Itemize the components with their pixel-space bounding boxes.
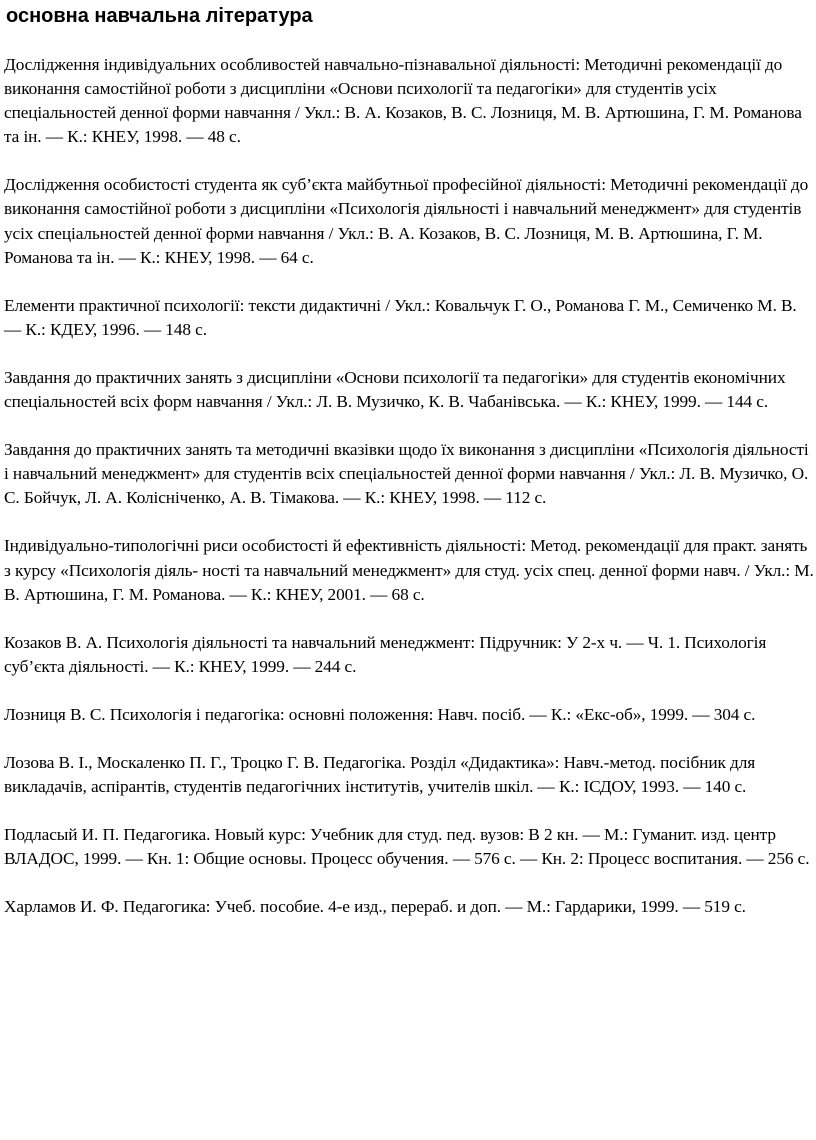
bibliography-entry: Індивідуально-типологічні риси особистості й ефективність діяльності: Метод. рекомендації для практ. занять з курсу «Психологія діяль- ності та навчальний менеджмент» для студ. усіх спец. денної форми навч. / Укл.: М. В. Артюшина, Г. М. Романова. — К.: КНЕУ, 2001. — 68 с.	[4, 536, 814, 604]
bibliography-list	[4, 53, 816, 919]
bibliography-entry: Завдання до практичних занять з дисципліни «Основи психології та педагогіки» для студентів економічних спеціальностей всіх форм навчання / Укл.: Л. В. Музичко, К. В. Чабанівська. — К.: КНЕУ, 1999. — 144 с.	[4, 367, 786, 412]
bibliography-entry: Завдання до практичних занять та методичні вказівки щодо їх виконання з дисципліни «Психологія діяльності і навчальний менеджмент» для студентів всіх спеціальностей денної форми навчання / Укл.: Л. В. Музичко, О. С. Бойчук, Л. А. Колісніченко, А. В. Тімакова. — К.: КНЕУ, 1998. — 112 с.	[4, 440, 809, 508]
bibliography-entry: Козаков В. А. Психологія діяльності та навчальний менеджмент: Підручник: У 2-х ч. — Ч. 1. Психологія суб’єкта діяльності. — К.: КНЕУ, 1999. — 244 с.	[4, 632, 767, 676]
bibliography-entry: Дослідження індивідуальних особливостей навчально-пізнавальної діяльності: Методичні рекомендації до виконання самостійної роботи з дисципліни «Основи психології та педагогіки» для студентів усіх спеціальностей денної форми навчання / Укл.: В. А. Козаков, В. С. Лозниця, М. В. Артюшина, Г. М. Романова та ін. — К.: КНЕУ, 1998. — 48 с.	[4, 55, 802, 147]
bibliography-entry: Дослідження особистості студента як суб’єкта майбутньої професійної діяльності: Методичні рекомендації до виконання самостійної роботи з дисципліни «Психологія діяльності і навчальний менеджмент» для студентів усіх спеціальностей денної форми навчання / Укл.: В. А. Козаков, В. С. Лозниця, М. В. Артюшина, Г. М. Романова та ін. — К.: КНЕУ, 1998. — 64 с.	[4, 175, 809, 267]
bibliography-entry: Харламов И. Ф. Педагогика: Учеб. пособие. 4-е изд., перераб. и доп. — М.: Гардарики, 1999. — 519 с.	[4, 897, 746, 917]
bibliography-entry: Елементи практичної психології: тексти дидактичні / Укл.: Ковальчук Г. О., Романова Г. М., Семиченко М. В. — К.: КДЕУ, 1996. — 148 с.	[4, 295, 797, 339]
section-heading: основна навчальна література	[6, 5, 313, 27]
bibliography-entry: Подласый И. П. Педагогика. Новый курс: Учебник для студ. пед. вузов: В 2 кн. — М.: Гуманит. изд. центр ВЛАДОС, 1999. — Кн. 1: Общие основы. Процесс обучения. — 576 с. — Кн. 2: Процесс воспитания. — 256 с.	[4, 825, 810, 869]
bibliography-entry: Лозниця В. С. Психологія і педагогіка: основні положення: Навч. посіб. — К.: «Екс-об», 1999. — 304 с.	[4, 704, 756, 724]
bibliography-entry: Лозова В. І., Москаленко П. Г., Троцко Г. В. Педагогіка. Розділ «Дидактика»: Навч.-метод. посібник для викладачів, аспірантів, студентів педагогічних інститутів, учителів шкіл. — К.: ІСДОУ, 1993. — 140 с.	[4, 752, 756, 797]
